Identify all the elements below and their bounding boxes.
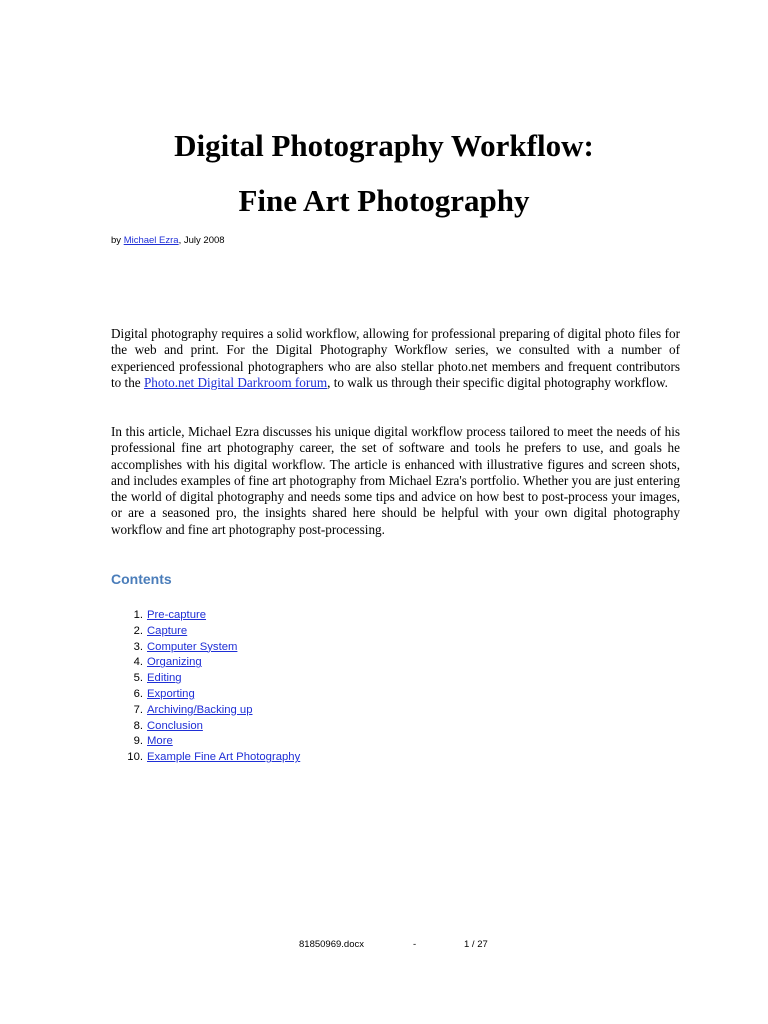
- toc-number: 2.: [133, 624, 143, 637]
- footer-separator: -: [413, 939, 417, 950]
- toc-item: [108, 750, 300, 766]
- toc-item: [108, 671, 300, 687]
- author-link[interactable]: Michael Ezra: [123, 235, 179, 246]
- toc-link[interactable]: Conclusion: [147, 719, 203, 732]
- byline-suffix: , July 2008: [178, 235, 225, 246]
- toc-item: [108, 655, 300, 671]
- toc-number: 5.: [133, 672, 143, 685]
- toc-number: 9.: [133, 735, 143, 748]
- toc-link[interactable]: Archiving/Backing up: [147, 703, 253, 716]
- article-paragraph: In this article, Michael Ezra discusses his unique digital workflow process tailored to meet the needs of his professional fine art photography career, the set of software and tools he prefers to use, and goals he accomplishes with his digital workflow. The article is enhanced with illustrative figures and screen shots, and includes examples of fine art photography from Michael Ezra's portfolio. Whether you are just entering the world of digital photography and needs some tips and advice on how best to post-process your images, or are a seasoned pro, the insights shared here should be helpful with your own digital photography workflow and fine art photography post-processing.: [111, 424, 680, 537]
- toc-link[interactable]: Exporting: [147, 687, 195, 700]
- intro-text-end: , to walk us through their specific digital photography workflow.: [327, 374, 668, 390]
- toc-number: 7.: [133, 703, 143, 716]
- toc-item: [108, 687, 300, 703]
- toc-link[interactable]: Computer System: [147, 640, 238, 653]
- toc-link[interactable]: Organizing: [147, 656, 202, 669]
- footer-page-number: 1 / 27: [464, 939, 488, 950]
- toc-number: 10.: [127, 751, 143, 764]
- toc-link[interactable]: Pre-capture: [147, 609, 207, 621]
- table-of-contents: [108, 608, 300, 766]
- contents-heading: Contents: [111, 571, 172, 587]
- title-line-1: Digital Photography Workflow:: [174, 128, 594, 163]
- toc-link[interactable]: More: [147, 735, 173, 748]
- toc-item: [108, 734, 300, 750]
- footer-filename: 81850969.docx: [299, 939, 364, 950]
- byline: [111, 235, 225, 246]
- toc-link[interactable]: Editing: [147, 672, 182, 685]
- toc-number: 1.: [133, 609, 143, 621]
- toc-number: 8.: [133, 719, 143, 732]
- toc-item: [108, 703, 300, 719]
- toc-link[interactable]: Example Fine Art Photography: [147, 751, 301, 764]
- toc-item: [108, 608, 300, 624]
- toc-number: 4.: [133, 656, 143, 669]
- toc-item: [108, 719, 300, 735]
- intro-paragraph: [111, 326, 680, 391]
- toc-item: [108, 640, 300, 656]
- toc-link[interactable]: Capture: [147, 624, 188, 637]
- intro-text: Digital photography requires a solid workflow, allowing for professional preparing of digital photo files for the web and print. For the Digital Photography Workflow series, we consulted with a number of experienced professional photographers who are also stellar photo.net members and frequent contributors to the: [111, 326, 680, 390]
- byline-prefix: by: [111, 235, 124, 246]
- toc-item: [108, 624, 300, 640]
- toc-number: 3.: [133, 640, 143, 653]
- title-line-2: Fine Art Photography: [238, 183, 530, 218]
- forum-link[interactable]: Photo.net Digital Darkroom forum: [143, 374, 328, 390]
- toc-number: 6.: [133, 687, 143, 700]
